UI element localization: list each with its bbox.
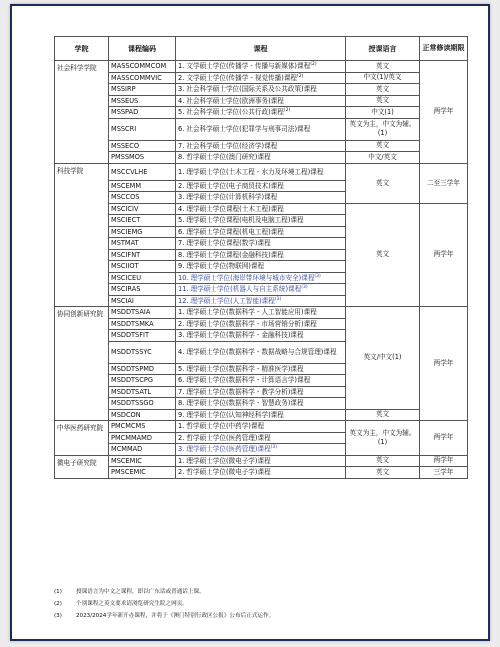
course-name: 2. 文学硕士学位(传播学 - 视觉传播)课程$^{(2)}$: [176, 72, 346, 84]
course-name: 9. 理学硕士学位(认知神经科学)课程: [176, 409, 346, 421]
table-row: [55, 467, 468, 479]
course-code: MSTMAT: [109, 238, 176, 250]
course-code: MSCEMM: [109, 180, 176, 192]
course-name: 1. 文学硕士学位(传播学 - 传播与新媒体)课程$^{(2)}$: [176, 61, 346, 73]
course-lang: 中文(1)/英文: [346, 72, 420, 84]
course-name: 11. 理学硕士学位(机器人与自主系统)课程$^{(3)}$: [176, 284, 346, 296]
course-code: MSDDTSATL: [109, 386, 176, 398]
course-name: 6. 理学硕士学位课程(机电工程)课程: [176, 226, 346, 238]
table-row: [55, 140, 468, 152]
school-cell: 协同创新研究院: [55, 307, 109, 421]
table-row: [55, 107, 468, 119]
course-code: MSDDTSMKA: [109, 318, 176, 330]
course-code: MSCEMIC: [109, 455, 176, 467]
course-lang: 英文: [346, 467, 420, 479]
course-code: MSSIRP: [109, 84, 176, 96]
course-name: 3. 理学硕士学位(数据科学 - 金融科技)课程: [176, 330, 346, 342]
table-row: [55, 455, 468, 467]
course-name: 8. 理学硕士学位课程(金融科技)课程: [176, 249, 346, 261]
footnote: [54, 598, 467, 610]
course-name: 5. 社会科学硕士学位(公共行政)课程$^{(2)}$: [176, 107, 346, 119]
school-cell: 微电子研究院: [55, 455, 109, 478]
table-row: [55, 163, 468, 180]
footnote: [54, 610, 467, 622]
footnote-text: 授课语言为中文之课程，即以广东话或普通话上课。: [76, 589, 205, 595]
course-lang: 英文/中文(1): [346, 307, 420, 410]
table-row: [55, 118, 468, 140]
table-row: [55, 421, 468, 433]
course-code: MSDDTSPMD: [109, 363, 176, 375]
course-code: MSDDTSCPG: [109, 375, 176, 387]
table-row: [55, 61, 468, 73]
course-table: [54, 36, 468, 479]
course-lang: 英文为主，中文为辅。(1): [346, 421, 420, 456]
header-course: 课程: [176, 37, 346, 61]
course-lang: 中文(1): [346, 107, 420, 119]
course-name: 1. 理学硕士学位(数据科学 - 人工智能应用)课程: [176, 307, 346, 319]
course-code: MSSPAD: [109, 107, 176, 119]
course-lang: 英文: [346, 61, 420, 73]
course-name: 5. 理学硕士学位(数据科学 - 精准医学)课程: [176, 363, 346, 375]
course-lang: 英文: [346, 95, 420, 107]
course-code: MSCIEMG: [109, 226, 176, 238]
course-name: 4. 理学硕士学位(数据科学 - 数据战略与合规管理)课程: [176, 341, 346, 363]
course-name: 2. 理学硕士学位(电子商贸技术)课程: [176, 180, 346, 192]
school-cell: 科技学院: [55, 163, 109, 307]
course-code: MSDCON: [109, 409, 176, 421]
course-lang: 英文为主，中文为辅。(1): [346, 118, 420, 140]
course-name: 1. 理学硕士学位(土木工程 - 水力及环境工程)课程: [176, 163, 346, 180]
course-lang: 英文: [346, 203, 420, 307]
table-header-row: [55, 37, 468, 61]
course-lang: 英文: [346, 140, 420, 152]
footnote: [54, 586, 467, 598]
course-code: MSDDTSSGO: [109, 398, 176, 410]
period-cell: 两学年: [420, 307, 468, 421]
footnote-number: (1): [54, 589, 62, 595]
course-name: 6. 理学硕士学位(数据科学 - 计算语言学)课程: [176, 375, 346, 387]
course-name: 7. 理学硕士学位课程(数学)课程: [176, 238, 346, 250]
footnote-text: 2023/2024学年新开办课程，并将于《澳门特别行政区公报》公布后正式运作。: [76, 613, 275, 619]
table-row: [55, 409, 468, 421]
table-row: [55, 84, 468, 96]
course-code: MSCIAI: [109, 295, 176, 307]
course-code: MASSCOMMCOM: [109, 61, 176, 73]
table-row: [55, 72, 468, 84]
course-code: MSCIRAS: [109, 284, 176, 296]
footnote-number: (3): [54, 613, 62, 619]
course-name: 2. 哲学硕士学位(微电子学)课程: [176, 467, 346, 479]
course-code: MSCCVLHE: [109, 163, 176, 180]
course-code: MSCICIV: [109, 203, 176, 215]
course-lang: 英文: [346, 84, 420, 96]
period-cell: 两学年: [420, 421, 468, 456]
period-cell: 三学年: [420, 467, 468, 479]
course-code: MSCICEU: [109, 272, 176, 284]
course-name: 5. 理学硕士学位课程(电机及电脑工程)课程: [176, 215, 346, 227]
course-name: 9. 理学硕士学位(物联网)课程: [176, 261, 346, 273]
course-name: 4. 社会科学硕士学位(欧洲事务)课程: [176, 95, 346, 107]
course-name: 3. 社会科学硕士学位(国际关系及公共政策)课程: [176, 84, 346, 96]
course-code: MSDDTSAIA: [109, 307, 176, 319]
table-row: [55, 307, 468, 319]
period-cell: 两学年: [420, 455, 468, 467]
course-name: 1. 哲学硕士学位(中药学)课程: [176, 421, 346, 433]
course-name: 3. 理学硕士学位(计算机科学)课程: [176, 192, 346, 204]
course-name: 1. 理学硕士学位(微电子学)课程: [176, 455, 346, 467]
table-row: [55, 152, 468, 164]
footnote-number: (2): [54, 601, 62, 607]
course-lang: 英文: [346, 163, 420, 203]
course-code: MSCIECT: [109, 215, 176, 227]
course-code: PMCMCMS: [109, 421, 176, 433]
footnotes: [54, 586, 467, 622]
course-code: MSSCRI: [109, 118, 176, 140]
school-cell: 社会科学学院: [55, 61, 109, 164]
course-code: PMSSMOS: [109, 152, 176, 164]
header-code: 课程编码: [109, 37, 176, 61]
period-cell: 两学年: [420, 61, 468, 164]
course-name: 2. 哲学硕士学位(医药管理)课程: [176, 432, 346, 444]
course-name: 7. 社会科学硕士学位(经济学)课程: [176, 140, 346, 152]
course-code: MSSEUS: [109, 95, 176, 107]
course-code: MSSECO: [109, 140, 176, 152]
document-page: [10, 4, 490, 641]
header-school: 学院: [55, 37, 109, 61]
period-cell: 两学年: [420, 203, 468, 307]
course-code: PMCMMAMD: [109, 432, 176, 444]
school-cell: 中华医药研究院: [55, 421, 109, 456]
course-code: PMSCEMIC: [109, 467, 176, 479]
footnote-text: 个别课程之英文要求请浏览研究生院之网页。: [76, 601, 188, 607]
course-name: 3. 理学硕士学位(医药管理)课程$^{(3)}$: [176, 444, 346, 456]
course-code: MCMMAD: [109, 444, 176, 456]
course-code: MSCIFNT: [109, 249, 176, 261]
period-cell: 二至三学年: [420, 163, 468, 203]
course-name: 6. 社会科学硕士学位(犯罪学与刑事司法)课程: [176, 118, 346, 140]
course-lang: 英文: [346, 455, 420, 467]
course-lang: 中文/英文: [346, 152, 420, 164]
header-lang: 授课语言: [346, 37, 420, 61]
course-name: 7. 理学硕士学位(数据科学 - 教学分析)课程: [176, 386, 346, 398]
course-code: MSDDTSSYC: [109, 341, 176, 363]
course-name: 12. 理学硕士学位(人工智能)课程$^{(3)}$: [176, 295, 346, 307]
course-code: MASSCOMMVIC: [109, 72, 176, 84]
course-code: MSCCOS: [109, 192, 176, 204]
course-name: 8. 理学硕士学位(数据科学 - 智慧政务)课程: [176, 398, 346, 410]
table-row: [55, 95, 468, 107]
course-name: 2. 理学硕士学位(数据科学 - 市场营销分析)课程: [176, 318, 346, 330]
course-code: MSCIIOT: [109, 261, 176, 273]
course-code: MSDDTSFIT: [109, 330, 176, 342]
header-period: 正常修读期限: [420, 37, 468, 61]
course-name: 8. 哲学硕士学位(澳门研究)课程: [176, 152, 346, 164]
course-lang: 英文: [346, 409, 420, 421]
course-name: 10. 理学硕士学位(海岸带环境与城市安全)课程$^{(3)}$: [176, 272, 346, 284]
course-name: 4. 理学硕士学位课程(土木工程)课程: [176, 203, 346, 215]
table-row: [55, 203, 468, 215]
